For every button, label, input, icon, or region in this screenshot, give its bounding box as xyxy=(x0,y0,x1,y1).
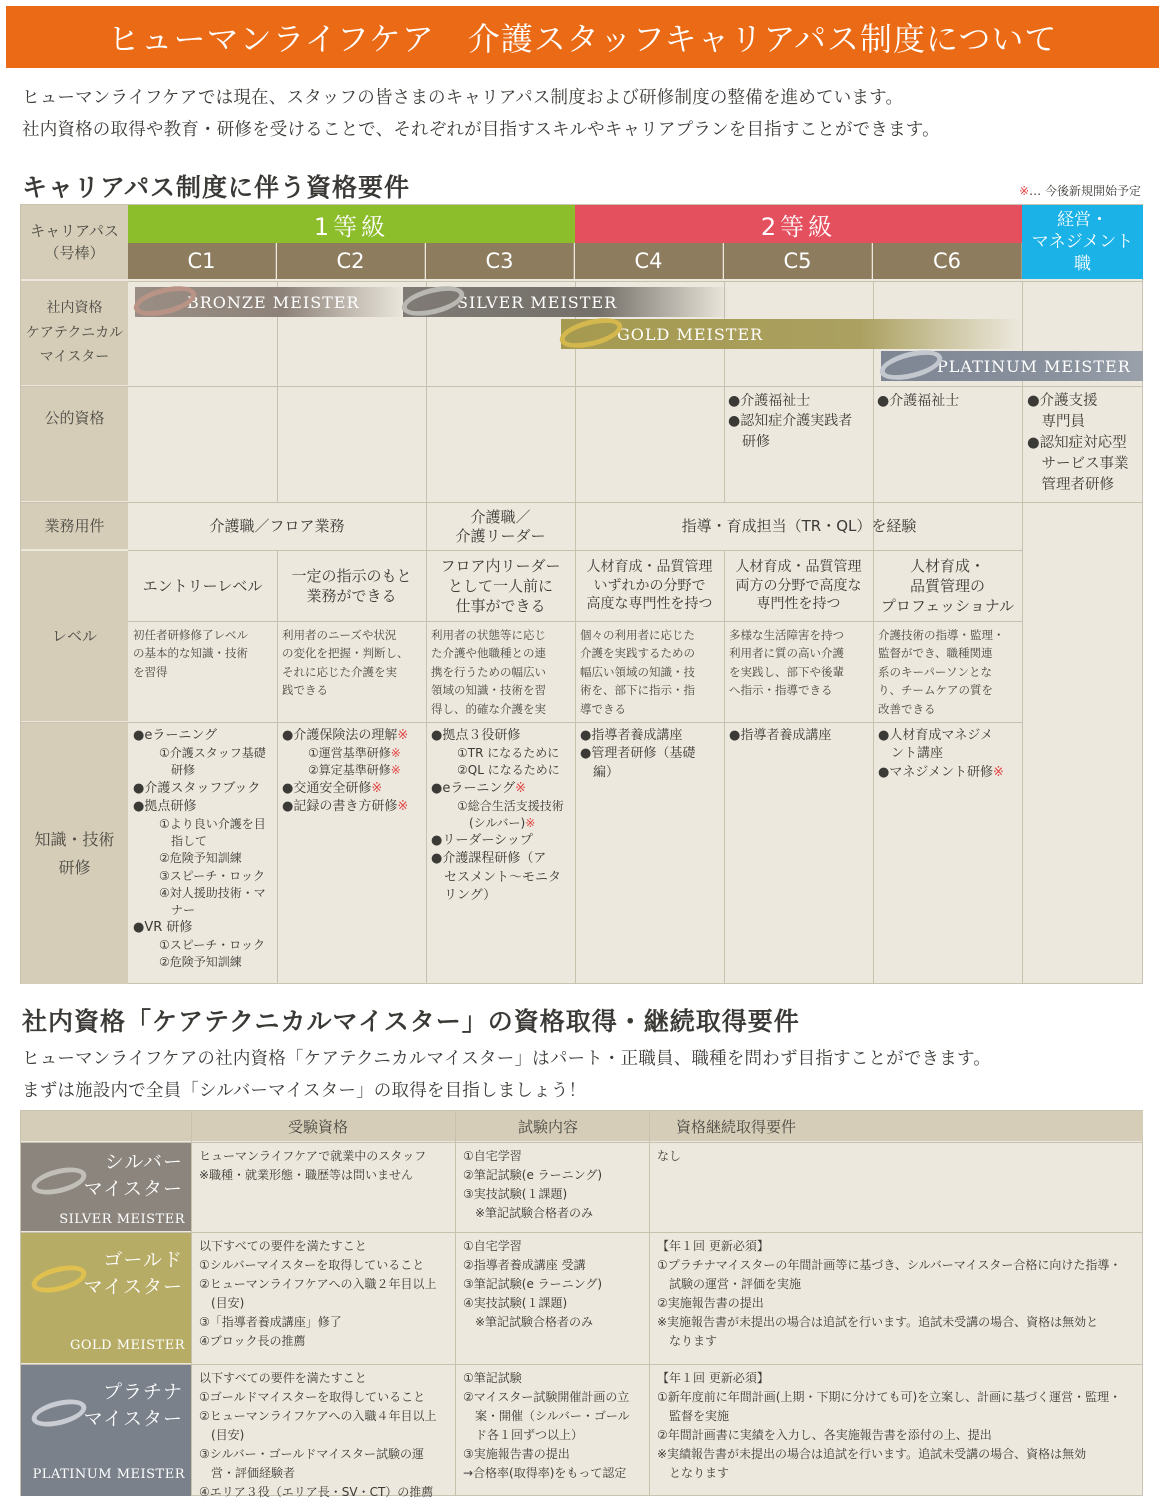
code-c2: C2 xyxy=(277,243,425,279)
code-c5: C5 xyxy=(724,243,872,279)
row-label-internal: 社内資格 ケアテクニカル マイスター xyxy=(21,281,128,385)
gold-meister-label: GOLD MEISTER xyxy=(617,324,764,344)
level-title-c3: フロア内リーダー として一人前に 仕事ができる xyxy=(440,556,561,616)
table-header-blank xyxy=(21,1111,191,1141)
platinum-exam: ①筆記試験 ②マイスター試験開催計画の立 案・開催（シルバー・ゴール ド各１回ずつ以上） ③実施報告書の提出 →合格率(取得率)をもって認定 xyxy=(463,1371,630,1480)
level-desc-c1: 初任者研修修了レベル の基本的な知識・技術 を習得 xyxy=(133,628,248,679)
ring-gold-icon xyxy=(557,313,625,354)
meister-requirements-table xyxy=(20,1110,1143,1499)
grade-2-header: 2等級 xyxy=(575,205,1022,243)
note-mark: ※ xyxy=(1019,184,1030,198)
bar-silver-meister xyxy=(403,287,729,317)
silver-ring-icon xyxy=(29,1163,89,1200)
corner-label: キャリアパス （号棒） xyxy=(21,205,128,279)
ring-bronze-icon xyxy=(131,281,199,322)
table-header-eligibility: 受験資格 xyxy=(192,1111,455,1141)
gold-renewal: 【年１回 更新必須】 ①プラチナマイスターの年間計画等に基づき、シルバーマイスター合格に向けた指導・ 試験の運営・評価を実施 ②実施報告書の提出 ※実施報告書が未提出の場合は追試を行います。追試未受講の場合、資格は無効と なります xyxy=(657,1239,1122,1348)
grade-1-header: 1等級 xyxy=(128,205,575,243)
knowledge-c1: ●eラーニング ①介護スタッフ基礎 研修 ●介護スタッフブック ●拠点研修 ①より良い介護を目 指して ②危険予知訓練 ③スピーチ・ロック ④対人援助技術・マ ナー ●VR 研修 ①スピーチ・ロック ②危険予知訓練 xyxy=(133,728,266,970)
level-desc-c5: 多様な生活障害を持つ 利用者に質の高い介護 を実践し、部下や後輩 へ指示・指導できる xyxy=(729,628,844,698)
row-label-level: レベル xyxy=(21,551,128,721)
code-c3: C3 xyxy=(426,243,574,279)
level-desc-c4: 個々の利用者に応じた 介護を実践するための 幅広い領域の知識・技 術を、部下に指示・指 導できる xyxy=(580,628,695,716)
section2-line-1: ヒューマンライフケアの社内資格「ケアテクニカルマイスター」はパート・正職員、職種を問わず目指すことができます。 xyxy=(22,1049,991,1069)
knowledge-c4: ●指導者養成講座 ●管理者研修（基礎 編） xyxy=(580,728,696,780)
page-banner: ヒューマンライフケア 介護スタッフキャリアパス制度について xyxy=(6,6,1159,68)
gold-ring-icon xyxy=(29,1261,89,1298)
row-label-gold: ゴールド マイスター GOLD MEISTER xyxy=(21,1233,191,1363)
public-c6: ●介護福祉士 xyxy=(877,393,960,409)
bar-gold-meister xyxy=(561,319,1021,349)
platinum-meister-label: PLATINUM MEISTER xyxy=(937,356,1131,376)
level-title-c6: 人材育成・ 品質管理の プロフェッショナル xyxy=(880,556,1015,616)
level-title-c4: 人材育成・品質管理 いずれかの分野で 高度な専門性を持つ xyxy=(586,558,713,613)
knowledge-c6: ●人材育成マネジメ ント講座 ●マネジメント研修※ xyxy=(878,728,1004,780)
silver-renewal: なし xyxy=(657,1149,682,1163)
code-c6: C6 xyxy=(873,243,1022,279)
grade-management-header: 経営・ マネジメント 職 xyxy=(1022,205,1143,279)
level-desc-c6: 介護技術の指導・監理・ 監督ができ、職種関連 系のキーパーソンとな り、チームケアの質を 改善できる xyxy=(878,628,1005,716)
code-c1: C1 xyxy=(128,243,276,279)
bronze-meister-label: BRONZE MEISTER xyxy=(187,292,360,312)
level-title-c2: 一定の指示のもと 業務ができる xyxy=(291,566,412,605)
silver-meister-label: SILVER MEISTER xyxy=(457,292,618,312)
platinum-renewal: 【年１回 更新必須】 ①新年度前に年間計画(上期・下期に分けても可)を立案し、計画に基づく運営・監理・ 監督を実施 ②年間計画書に実績を入力し、各実施報告書を添付の上、提出 ※実績報告書が未提出の場合は追試を行います。追試未受講の場合、資格は無効 となります xyxy=(657,1371,1122,1480)
note-text: … 今後新規開始予定 xyxy=(1029,184,1141,198)
ring-silver-icon xyxy=(399,281,467,322)
knowledge-c2: ●介護保険法の理解※ ①運営基準研修※ ②算定基準研修※ ●交通安全研修※ ●記録の書き方研修※ xyxy=(282,728,409,814)
level-desc-c2: 利用者のニーズや状況 の変化を把握・判断し、 それに応じた介護を実 践できる xyxy=(282,628,409,698)
work-c1-c2: 介護職／フロア業務 xyxy=(209,517,345,535)
public-mgmt: ●介護支援 専門員 ●認知症対応型 サービス事業 管理者研修 xyxy=(1027,393,1129,494)
section-title-career-path: キャリアパス制度に伴う資格要件 xyxy=(22,173,411,202)
gold-exam: ①自宅学習 ②指導者養成講座 受講 ③筆記試験(e ラーニング) ④実技試験(１課題) ※筆記試験合格者のみ xyxy=(463,1239,603,1329)
section-title-meister: 社内資格「ケアテクニカルマイスター」の資格取得・継続取得要件 xyxy=(22,1007,800,1036)
bar-platinum-meister xyxy=(881,351,1143,381)
bar-bronze-meister xyxy=(135,287,405,317)
ring-platinum-icon xyxy=(877,345,945,386)
row-label-public: 公的資格 xyxy=(21,387,128,501)
table-header-renewal: 資格継続取得要件 xyxy=(650,1111,1143,1141)
row-label-platinum: プラチナ マイスター PLATINUM MEISTER xyxy=(21,1365,191,1496)
code-c4: C4 xyxy=(575,243,723,279)
section2-line-2: まずは施設内で全員「シルバーマイスター」の取得を目指しましょう！ xyxy=(22,1081,587,1101)
platinum-eligibility: 以下すべての要件を満たすこと ①ゴールドマイスターを取得していること ②ヒューマンライフケアへの入職４年目以上 (目安) ③シルバー・ゴールドマイスター試験の運 営・評価経験者 ④エリア３役（エリア長・SV・CT）の推薦 xyxy=(199,1371,437,1499)
work-c4-c6: 指導・育成担当（TR・QL）を経験 xyxy=(681,517,917,535)
row-label-work: 業務用件 xyxy=(21,503,128,549)
row-label-knowledge: 知識・技術 研修 xyxy=(21,723,128,984)
silver-eligibility: ヒューマンライフケアで就業中のスタッフ ※職種・就業形態・職歴等は問いません xyxy=(199,1149,427,1182)
knowledge-c3: ●拠点３役研修 ①TR になるために ②QL になるために ●eラーニング※ ①総合生活支援技術 (シルバー)※ ●リーダーシップ ●介護課程研修（ア セスメント～モニタ リング） xyxy=(431,728,564,904)
silver-exam: ①自宅学習 ②筆記試験(e ラーニング) ③実技試験(１課題) ※筆記試験合格者のみ xyxy=(463,1149,603,1220)
level-title-c5: 人材育成・品質管理 両方の分野で高度な 専門性を持つ xyxy=(735,558,862,613)
row-label-silver: シルバー マイスター SILVER MEISTER xyxy=(21,1143,191,1231)
table-header-exam: 試験内容 xyxy=(456,1111,649,1141)
work-c3: 介護職／ 介護リーダー xyxy=(455,507,546,545)
intro-line-2: 社内資格の取得や教育・研修を受けることで、それぞれが目指すスキルやキャリアプランを目指すことができます。 xyxy=(22,120,940,140)
platinum-ring-icon xyxy=(29,1395,89,1432)
knowledge-c5: ●指導者養成講座 xyxy=(729,728,832,743)
public-c5: ●介護福祉士 ●認知症介護実践者 研修 xyxy=(728,393,853,450)
gold-eligibility: 以下すべての要件を満たすこと ①シルバーマイスターを取得していること ②ヒューマンライフケアへの入職２年目以上 (目安) ③「指導者養成講座」修了 ④ブロック長の推薦 xyxy=(199,1239,437,1348)
intro-line-1: ヒューマンライフケアでは現在、スタッフの皆さまのキャリアパス制度および研修制度の整備を進めています。 xyxy=(22,88,904,108)
legend-note xyxy=(1019,182,1141,199)
level-title-c1: エントリーレベル xyxy=(142,576,263,595)
career-path-grid xyxy=(20,204,1143,984)
level-desc-c3: 利用者の状態等に応じ た介護や他職種との連 携を行うための幅広い 領域の知識・技術を習 得し、的確な介護を実 xyxy=(431,628,546,716)
